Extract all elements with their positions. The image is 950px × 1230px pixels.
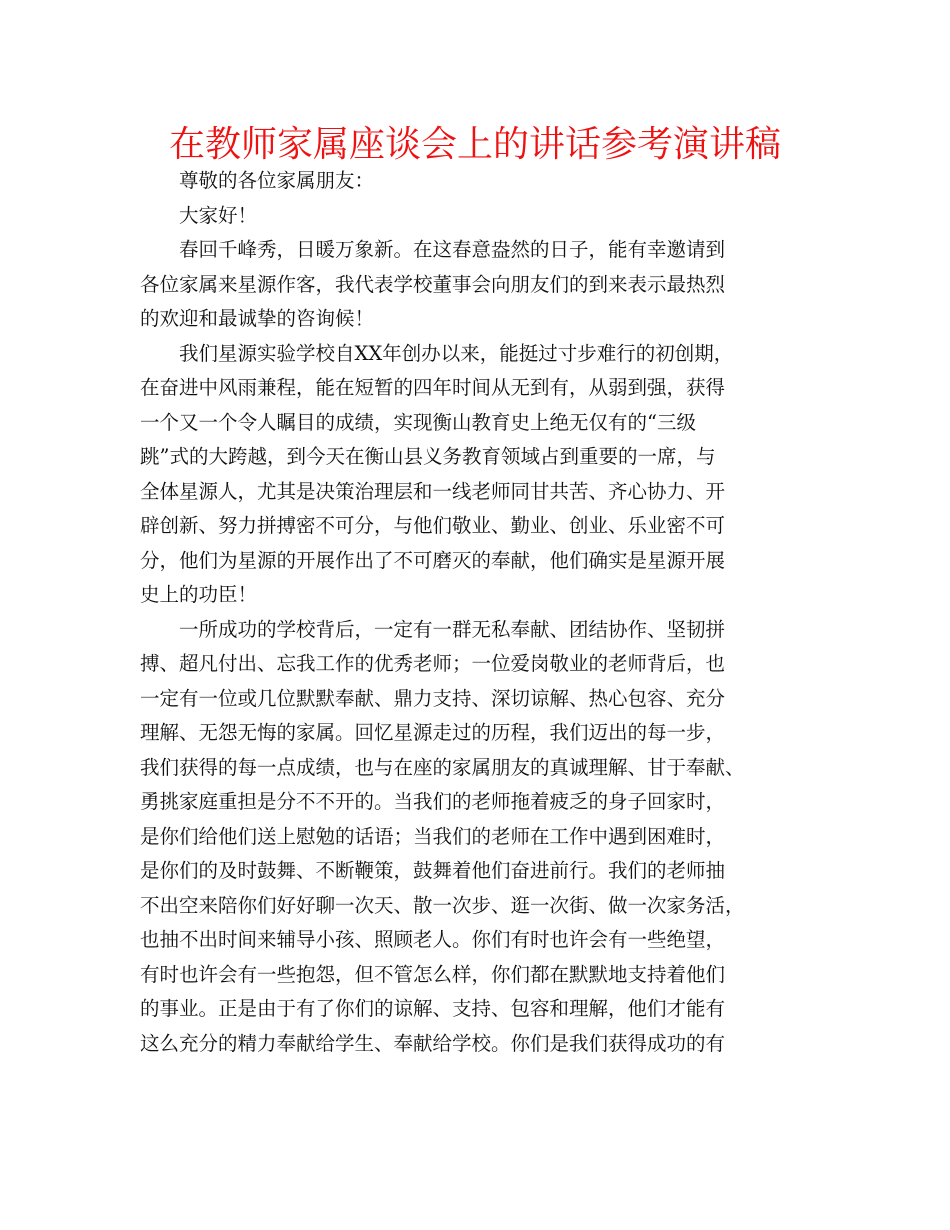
document-title: 在教师家属座谈会上的讲话参考演讲稿 [168,124,781,165]
body-line: 是你们给他们送上慰勉的话语；当我们的老师在工作中遇到困难时， [140,824,726,848]
body-line: 跳”式的大跨越，到今天在衡山县义务教育领域占到重要的一席，与 [140,445,716,468]
body-line: 春回千峰秀，日暖万象新。在这春意盎然的日子，能有幸邀请到 [179,238,726,261]
body-line: 史上的功臣！ [140,583,258,606]
body-line: 的欢迎和最诚挚的咨询候！ [140,307,375,330]
body-line: 理解、无怨无悔的家属。回忆星源走过的历程，我们迈出的每一步， [140,721,726,744]
body-line: 在奋进中风雨兼程，能在短暂的四年时间从无到有，从弱到强，获得 [140,376,726,399]
body-line: 全体星源人，尤其是决策治理层和一线老师同甘共苦、齐心协力、开 [140,479,726,503]
body-line: 一定有一位或几位默默奉献、鼎力支持、深切谅解、热心包容、充分 [140,686,726,710]
body-line: 我们获得的每一点成绩，也与在座的家属朋友的真诚理解、甘于奉献、 [140,755,745,779]
document-body [140,164,825,1061]
body-line: 的事业。正是由于有了你们的谅解、支持、包容和理解，他们才能有 [140,997,726,1020]
body-line: 辟创新、努力拼搏密不可分，与他们敬业、勤业、创业、乐业密不可 [140,514,726,537]
body-line: 不出空来陪你们好好聊一次天、散一次步、逛一次街、做一次家务活， [140,893,745,917]
body-line: 也抽不出时间来辅导小孩、照顾老人。你们有时也许会有一些绝望， [140,928,726,951]
body-line: 一所成功的学校背后，一定有一群无私奉献、团结协作、坚韧拼 [179,617,726,641]
body-line: 我们星源实验学校自XX年创办以来，能挺过寸步难行的初创期， [179,341,734,365]
body-line: 这么充分的精力奉献给学生、奉献给学校。你们是我们获得成功的有 [140,1031,726,1055]
body-line: 是你们的及时鼓舞、不断鞭策，鼓舞着他们奋进前行。我们的老师抽 [140,859,726,882]
body-line: 分，他们为星源的开展作出了不可磨灭的奉献，他们确实是星源开展 [140,548,726,572]
body-line: 有时也许会有一些抱怨，但不管怎么样，你们都在默默地支持着他们 [140,962,726,986]
body-line: 搏、超凡付出、忘我工作的优秀老师；一位爱岗敬业的老师背后，也 [140,652,726,675]
body-line: 一个又一个令人瞩目的成绩，实现衡山教育史上绝无仅有的“三级 [140,410,696,434]
body-line: 尊敬的各位家属朋友： [179,169,375,192]
body-line: 各位家属来星源作客，我代表学校董事会向朋友们的到来表示最热烈 [140,272,726,296]
body-line: 勇挑家庭重担是分不不开的。当我们的老师拖着疲乏的身子回家时， [140,790,726,813]
body-line: 大家好！ [179,203,258,227]
